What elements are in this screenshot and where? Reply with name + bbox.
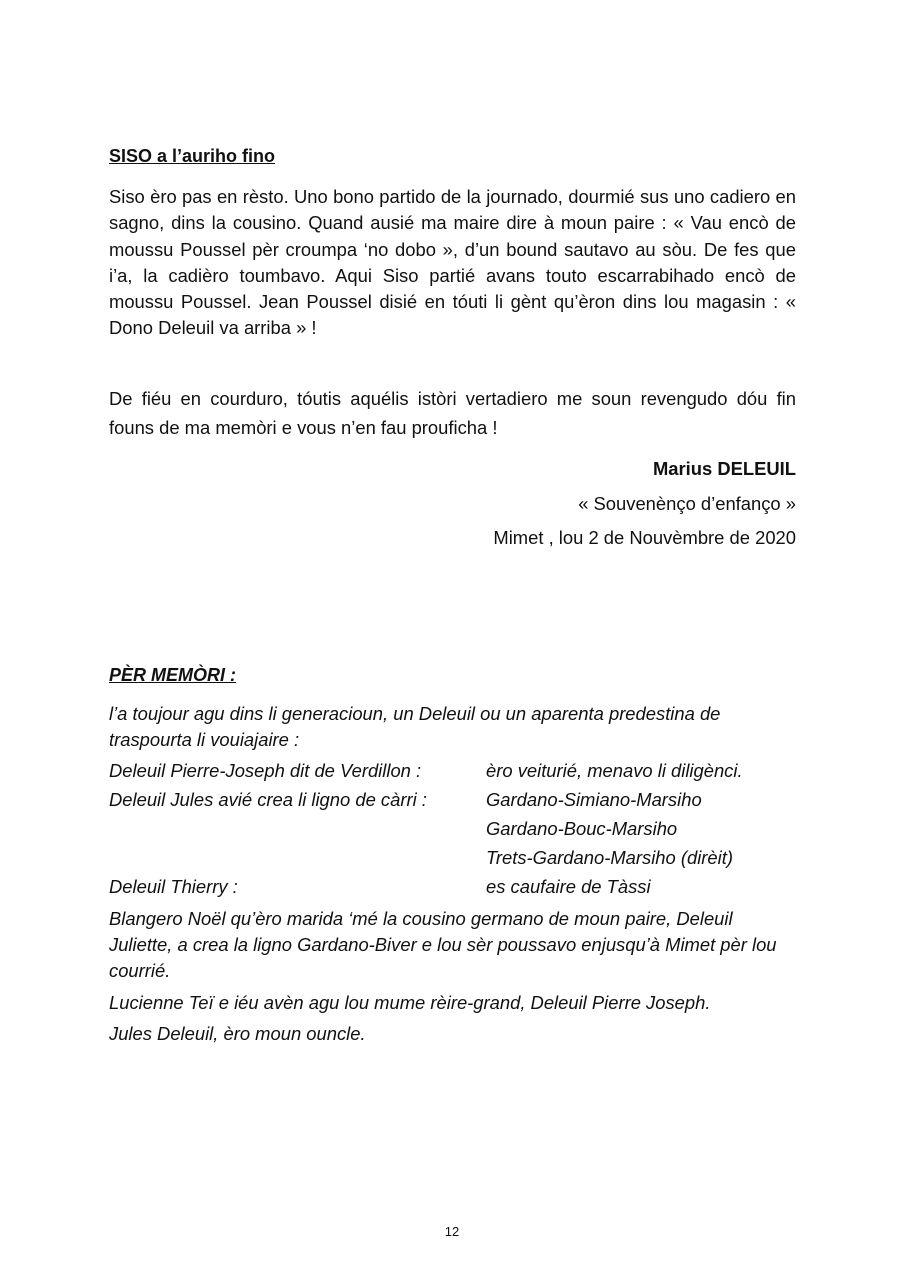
place-date: Mimet , lou 2 de Nouvèmbre de 2020 xyxy=(493,527,796,548)
memori-row-detail: es caufaire de Tàssi xyxy=(486,876,651,897)
section-title: SISO a l’auriho fino xyxy=(109,146,276,166)
memori-intro: l’a toujour agu dins li generacioun, un Deleuil ou un aparenta predestina de traspourta li vouiajaire : xyxy=(109,703,721,750)
memori-row-detail: èro veiturié, menavo li diligènci. xyxy=(486,760,743,781)
memori-row-person: Deleuil Thierry : xyxy=(109,876,238,897)
work-subtitle: « Souvenènço d’enfanço » xyxy=(578,493,796,514)
memori-title: PÈR MEMÒRI : xyxy=(109,665,237,685)
memori-row-person: Deleuil Pierre-Joseph dit de Verdillon : xyxy=(109,760,422,781)
story-paragraph: Siso èro pas en rèsto. Uno bono partido de la journado, dourmié sus uno cadiero en sagno, dins la cousino. Quand ausié ma maire dire à moun paire : « Vau encò de moussu Poussel pèr croumpa ‘no dobo », d’un bound sautavo au sòu. De fes que i’a, la cadièro toumbavo. Aqui Siso partié avans touto escarrabihado encò de moussu Poussel. Jean Poussel disié en tóuti li gènt qu’èron dins lou magasin : « Dono Deleuil va arriba » ! xyxy=(109,186,796,339)
memori-blangero-note: Blangero Noël qu’èro marida ‘mé la cousino germano de moun paire, Deleuil Juliette, a crea la ligno Gardano-Biver e lou sèr poussavo enjusqu’à Mimet pèr lou courrié. xyxy=(109,908,777,981)
memori-row-detail: Trets-Gardano-Marsiho (dirèit) xyxy=(486,847,733,868)
closing-paragraph: De fiéu en courduro, tóutis aquélis istòri vertadiero me soun revengudo dóu fin founs de ma memòri e vous n’en fau prouficha ! xyxy=(109,388,796,438)
page-number: 12 xyxy=(444,1224,460,1239)
memori-row-detail: Gardano-Simiano-Marsiho xyxy=(486,789,702,810)
memori-lucienne-note: Lucienne Teï e iéu avèn agu lou mume rèire-grand, Deleuil Pierre Joseph. xyxy=(109,992,711,1013)
author-name: Marius DELEUIL xyxy=(652,458,796,479)
memori-row-detail: Gardano-Bouc-Marsiho xyxy=(486,818,678,839)
memori-row-person: Deleuil Jules avié crea li ligno de càrri : xyxy=(109,789,427,810)
document-page xyxy=(109,0,796,1280)
memori-jules-note: Jules Deleuil, èro moun ouncle. xyxy=(109,1023,366,1044)
